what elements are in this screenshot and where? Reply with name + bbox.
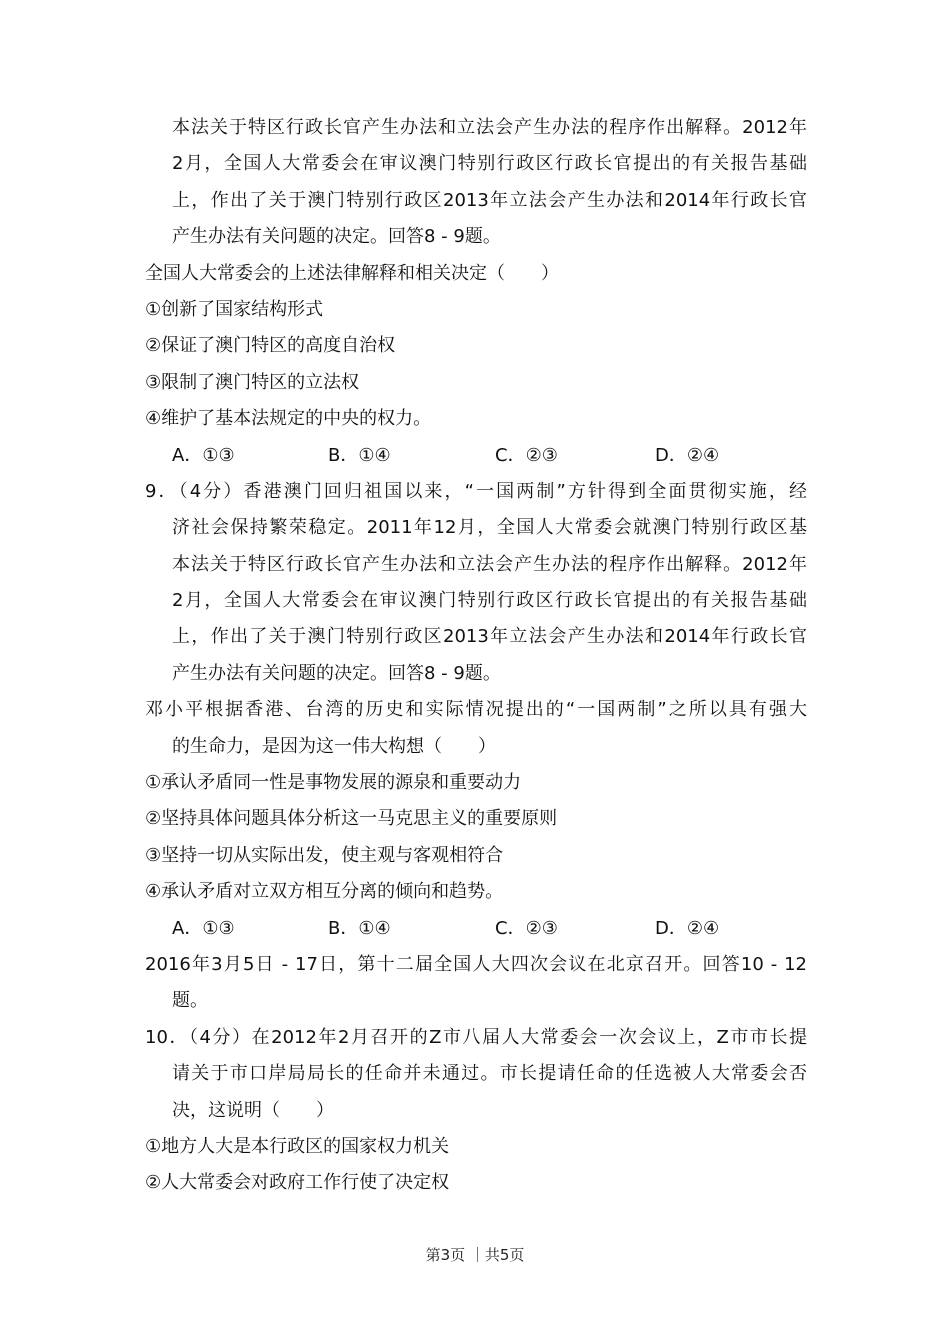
text-line: 9．（4分）香港澳门回归祖国以来，“一国两制”方针得到全面贯彻实施，经 <box>145 480 807 502</box>
text-line: ①创新了国家结构形式 <box>145 298 324 320</box>
text-line: 2016年3月5日 - 17日，第十二届全国人大四次会议在北京召开。回答10 - 12 <box>145 953 807 975</box>
option-D: D．②④ <box>655 917 720 939</box>
option-A: A．①③ <box>172 917 235 939</box>
text-line: 决，这说明（ ） <box>172 1099 334 1121</box>
text-line: 济社会保持繁荣稳定。2011年12月，全国人大常委会就澳门特别行政区基 <box>172 517 807 539</box>
text-line: ③限制了澳门特区的立法权 <box>145 371 360 393</box>
option-B: B．①④ <box>328 444 391 466</box>
option-C: C．②③ <box>495 444 558 466</box>
page-footer: 第3页 ｜共5页 <box>425 1246 525 1264</box>
text-line: ②保证了澳门特区的高度自治权 <box>145 335 396 357</box>
text-line: 10．（4分）在2012年2月召开的Z市八届人大常委会一次会议上，Z市市长提 <box>145 1026 807 1048</box>
option-A: A．①③ <box>172 444 235 466</box>
option-C: C．②③ <box>495 917 558 939</box>
text-line: ①地方人大是本行政区的国家权力机关 <box>145 1135 450 1157</box>
answer-options <box>145 438 807 474</box>
text-line: 邓小平根据香港、台湾的历史和实际情况提出的“一国两制”之所以具有强大 <box>145 699 807 721</box>
text-line: ④维护了基本法规定的中央的权力。 <box>145 408 432 430</box>
text-line: ④承认矛盾对立双方相互分离的倾向和趋势。 <box>145 881 504 903</box>
option-D: D．②④ <box>655 444 720 466</box>
text-line: 本法关于特区行政长官产生办法和立法会产生办法的程序作出解释。2012年 <box>172 117 807 138</box>
answer-options <box>145 911 807 947</box>
text-line: 产生办法有关问题的决定。回答8 - 9题。 <box>172 662 501 684</box>
text-line: ②人大常委会对政府工作行使了决定权 <box>145 1172 450 1194</box>
text-line: ③坚持一切从实际出发，使主观与客观相符合 <box>145 844 504 866</box>
text-line: 产生办法有关问题的决定。回答8 - 9题。 <box>172 226 501 248</box>
text-line: 请关于市口岸局局长的任命并未通过。市长提请任命的任选被人大常委会否 <box>172 1063 807 1085</box>
text-line: 2月，全国人大常委会在审议澳门特别行政区行政长官提出的有关报告基础 <box>172 590 807 612</box>
text-line: 2月，全国人大常委会在审议澳门特别行政区行政长官提出的有关报告基础 <box>172 153 807 175</box>
text-line: 上，作出了关于澳门特别行政区2013年立法会产生办法和2014年行政长官 <box>172 189 807 211</box>
document-body <box>145 110 807 1202</box>
text-line: 题。 <box>172 990 208 1012</box>
text-line: 全国人大常委会的上述法律解释和相关决定（ ） <box>145 262 559 284</box>
option-B: B．①④ <box>328 917 391 939</box>
text-line: 的生命力，是因为这一伟大构想（ ） <box>172 735 496 757</box>
text-line: ①承认矛盾同一性是事物发展的源泉和重要动力 <box>145 772 522 794</box>
text-line: ②坚持具体问题具体分析这一马克思主义的重要原则 <box>145 808 558 830</box>
text-line: 上，作出了关于澳门特别行政区2013年立法会产生办法和2014年行政长官 <box>172 626 807 648</box>
text-line: 本法关于特区行政长官产生办法和立法会产生办法的程序作出解释。2012年 <box>172 553 807 575</box>
